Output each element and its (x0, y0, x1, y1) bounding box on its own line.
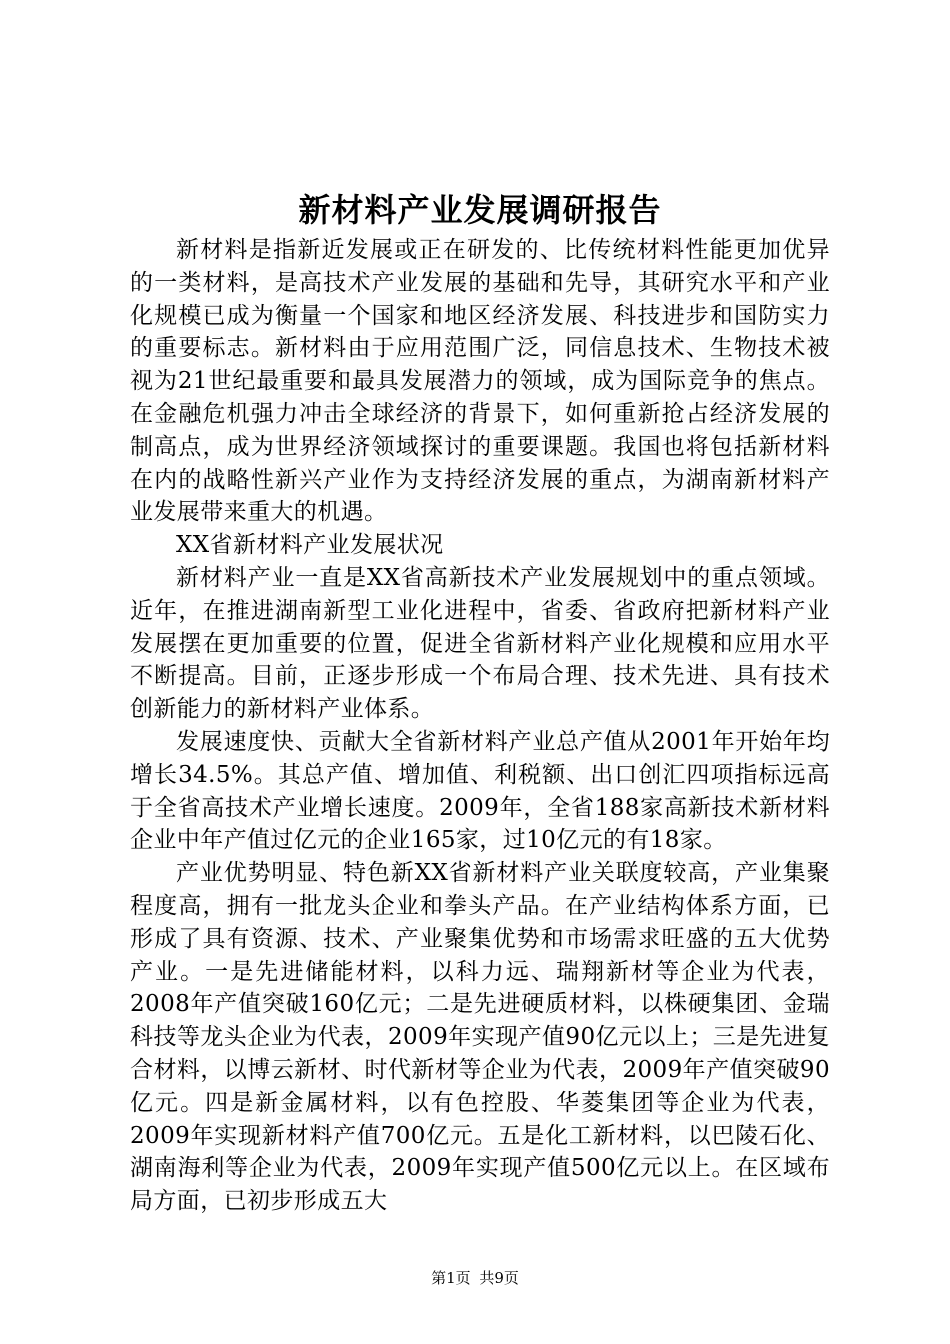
section-heading: XX省新材料产业发展状况 (176, 532, 444, 559)
page-total: 共9页 (479, 1269, 519, 1287)
document-body (130, 234, 830, 1218)
paragraph-advantages: 产业优势明显、特色新XX省新材料产业关联度较高，产业集聚程度高，拥有一批龙头企业和拳头产品。在产业结构体系方面，已形成了具有资源、技术、产业聚集优势和市场需求旺盛的五大优势产业。一是先进储能材料，以科力远、瑞翔新材等企业为代表，2008年产值突破160亿元；二是先进硬质材料，以株硬集团、金瑞科技等龙头企业为代表，2009年实现产值90亿元以上；三是先进复合材料，以博云新材、时代新材等企业为代表，2009年产值突破90亿元。四是新金属材料，以有色控股、华菱集团等企业为代表，2009年实现新材料产值700亿元。五是化工新材料，以巴陵石化、湖南海利等企业为代表，2009年实现产值500亿元以上。在区域布局方面，已初步形成五大 (130, 860, 830, 1215)
page-footer (0, 1268, 950, 1288)
document-title: 新材料产业发展调研报告 (298, 191, 662, 229)
document-page (130, 0, 830, 1344)
page-number: 第1页 (431, 1269, 471, 1287)
paragraph-growth: 发展速度快、贡献大全省新材料产业总产值从2001年开始年均增长34.5%。其总产值、增加值、利税额、出口创汇四项指标远高于全省高技术产业增长速度。2009年，全省188家高新技术新材料企业中年产值过亿元的企业165家，过10亿元的有18家。 (130, 728, 830, 854)
paragraph-overview: 新材料产业一直是XX省高新技术产业发展规划中的重点领域。近年，在推进湖南新型工业化进程中，省委、省政府把新材料产业发展摆在更加重要的位置，促进全省新材料产业化规模和应用水平不断提高。目前，正逐步形成一个布局合理、技术先进、具有技术创新能力的新材料产业体系。 (130, 564, 830, 723)
paragraph-intro: 新材料是指新近发展或正在研发的、比传统材料性能更加优异的一类材料，是高技术产业发展的基础和先导，其研究水平和产业化规模已成为衡量一个国家和地区经济发展、科技进步和国防实力的重要标志。新材料由于应用范围广泛，同信息技术、生物技术被视为21世纪最重要和最具发展潜力的领域，成为国际竞争的焦点。在金融危机强力冲击全球经济的背景下，如何重新抢占经济发展的制高点，成为世界经济领域探讨的重要课题。我国也将包括新材料在内的战略性新兴产业作为支持经济发展的重点，为湖南新材料产业发展带来重大的机遇。 (130, 237, 830, 526)
